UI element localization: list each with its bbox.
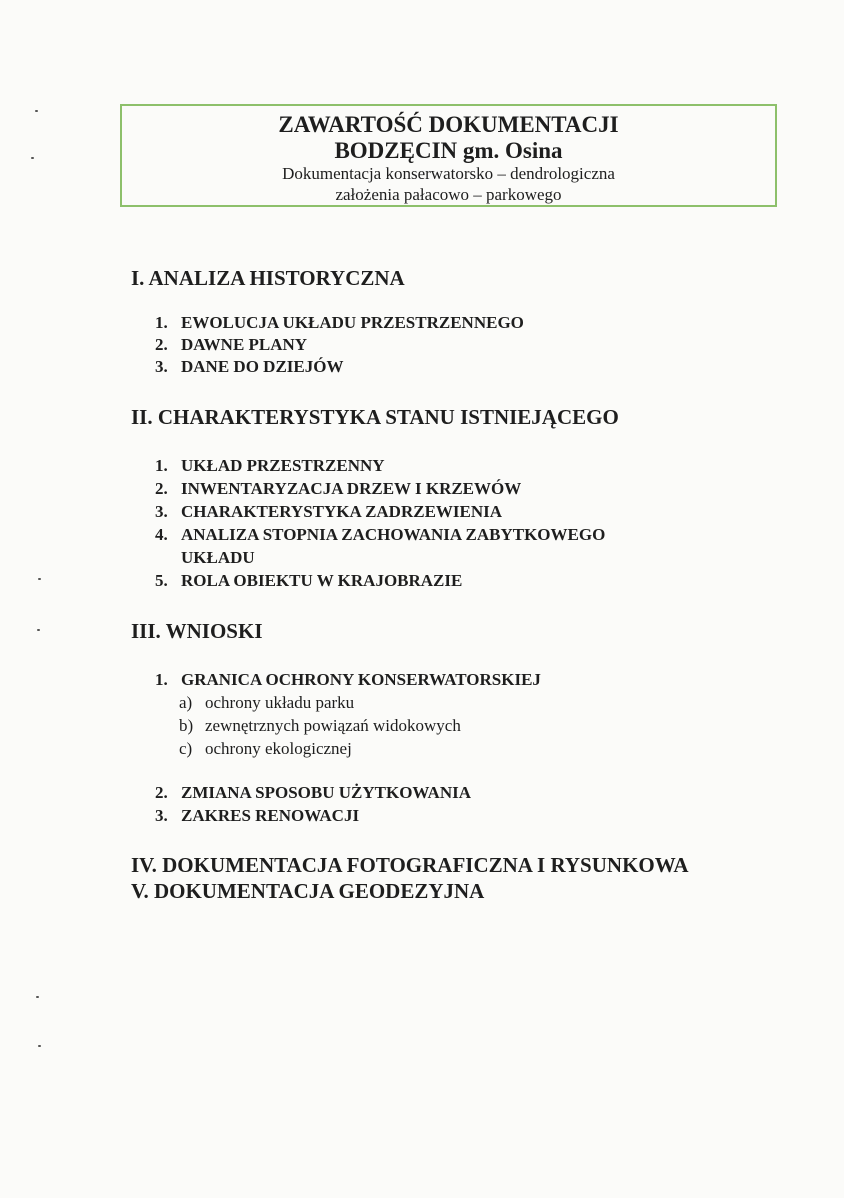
item-number: 3. [155, 502, 168, 521]
item-number: 1. [155, 670, 168, 689]
scan-speck [36, 996, 39, 998]
list-item [155, 570, 462, 592]
item-label: DAWNE PLANY [181, 335, 308, 354]
item-number: 3. [155, 806, 168, 825]
subitem-letter: c) [179, 739, 193, 758]
item-label: EWOLUCJA UKŁADU PRZESTRZENNEGO [181, 313, 524, 332]
document-subtitle: BODZĘCIN gm. Osina [334, 138, 563, 163]
item-number: 1. [155, 313, 168, 332]
item-label: DANE DO DZIEJÓW [181, 357, 344, 376]
item-number: 2. [155, 783, 168, 802]
list-item [155, 669, 541, 691]
item-label: UKŁAD PRZESTRZENNY [181, 456, 385, 475]
item-number: 2. [155, 335, 168, 354]
section-heading-2: II. CHARAKTERYSTYKA STANU ISTNIEJĄCEGO [131, 405, 619, 429]
item-number: 1. [155, 456, 168, 475]
list-item [155, 805, 359, 827]
item-label: INWENTARYZACJA DRZEW I KRZEWÓW [181, 479, 522, 498]
scan-speck [38, 578, 41, 580]
subitem-label: zewnętrznych powiązań widokowych [205, 716, 461, 735]
list-item [155, 478, 521, 500]
subitem-label: ochrony układu parku [205, 693, 355, 712]
document-title: ZAWARTOŚĆ DOKUMENTACJI [278, 112, 619, 137]
subitem-letter: a) [179, 693, 193, 712]
sub-list-item [179, 715, 461, 737]
sub-list-item [179, 692, 354, 714]
item-label: ZMIANA SPOSOBU UŻYTKOWANIA [181, 783, 471, 802]
item-label: ANALIZA STOPNIA ZACHOWANIA ZABYTKOWEGO [181, 525, 606, 544]
scan-speck [35, 110, 38, 112]
item-label: CHARAKTERYSTYKA ZADRZEWIENIA [181, 502, 503, 521]
document-description-line-1: Dokumentacja konserwatorsko – dendrologiczna [282, 164, 615, 183]
section-heading-1: I. ANALIZA HISTORYCZNA [131, 266, 405, 290]
list-item [155, 356, 343, 378]
item-label: GRANICA OCHRONY KONSERWATORSKIEJ [181, 670, 541, 689]
section-heading-5: V. DOKUMENTACJA GEODEZYJNA [131, 879, 485, 903]
section-heading-3: III. WNIOSKI [131, 619, 263, 643]
list-item [155, 334, 307, 356]
item-number: 2. [155, 479, 168, 498]
scan-speck [38, 1045, 41, 1047]
scan-speck [37, 629, 40, 631]
item-label: ZAKRES RENOWACJI [181, 806, 360, 825]
list-item [155, 455, 385, 477]
item-label: ROLA OBIEKTU W KRAJOBRAZIE [181, 571, 463, 590]
subitem-letter: b) [179, 716, 194, 735]
list-item [155, 782, 471, 804]
scan-speck [31, 157, 34, 159]
document-header-box [120, 104, 777, 207]
list-item [155, 501, 502, 523]
list-item [155, 312, 524, 334]
item-number: 4. [155, 525, 168, 544]
list-item [155, 524, 605, 546]
section-heading-4: IV. DOKUMENTACJA FOTOGRAFICZNA I RYSUNKOWA [131, 853, 689, 877]
subitem-label: ochrony ekologicznej [205, 739, 352, 758]
document-description-line-2: założenia pałacowo – parkowego [335, 185, 562, 204]
sub-list-item [179, 738, 352, 760]
item-number: 5. [155, 571, 168, 590]
item-label-continuation: UKŁADU [181, 548, 255, 567]
item-number: 3. [155, 357, 168, 376]
